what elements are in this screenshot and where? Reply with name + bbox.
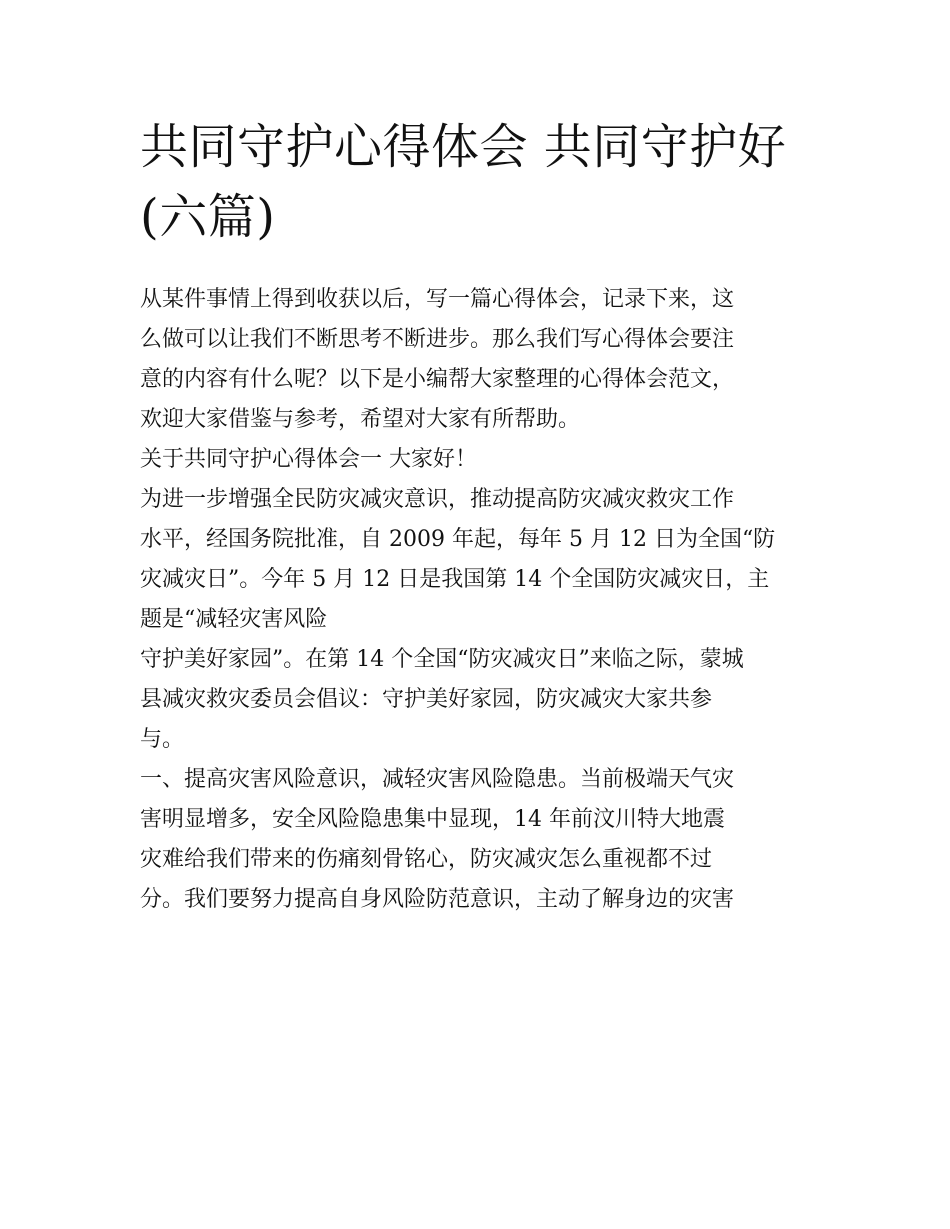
body-line: 灾难给我们带来的伤痛刻骨铭心，防灾减灾怎么重视都不过 xyxy=(140,847,713,872)
body-line: 分。我们要努力提高自身风险防范意识，主动了解身边的灾害 xyxy=(140,887,735,912)
body-line: 从某件事情上得到收获以后，写一篇心得体会，记录下来，这 xyxy=(140,287,735,312)
body-line: 么做可以让我们不断思考不断进步。那么我们写心得体会要注 xyxy=(140,327,735,352)
body-line: 县减灾救灾委员会倡议：守护美好家园，防灾减灾大家共参 xyxy=(140,687,713,712)
body-line: 与。 xyxy=(140,727,185,752)
body-line: 意的内容有什么呢？以下是小编帮大家整理的心得体会范文， xyxy=(140,367,735,392)
document-title xyxy=(140,112,820,252)
body-line: 灾减灾日”。今年 5 月 12 日是我国第 14 个全国防灾减灾日，主 xyxy=(140,567,770,592)
document-body xyxy=(140,280,820,920)
body-line: 水平，经国务院批准，自 2009 年起，每年 5 月 12 日为全国“防 xyxy=(140,527,776,552)
body-line: 题是“减轻灾害风险 xyxy=(140,607,328,632)
body-line: 守护美好家园”。在第 14 个全国“防灾减灾日”来临之际，蒙城 xyxy=(140,647,744,672)
body-line: 一、提高灾害风险意识，减轻灾害风险隐患。当前极端天气灾 xyxy=(140,767,735,792)
body-line: 害明显增多，安全风险隐患集中显现，14 年前汶川特大地震 xyxy=(140,807,725,832)
body-line: 欢迎大家借鉴与参考，希望对大家有所帮助。 xyxy=(140,407,581,432)
section-heading: 关于共同守护心得体会一 大家好！ xyxy=(140,447,477,472)
title-line-1: 共同守护心得体会 共同守护好 xyxy=(140,119,787,175)
title-line-2: (六篇) xyxy=(140,189,276,245)
body-line: 为进一步增强全民防灾减灾意识，推动提高防灾减灾救灾工作 xyxy=(140,487,735,512)
